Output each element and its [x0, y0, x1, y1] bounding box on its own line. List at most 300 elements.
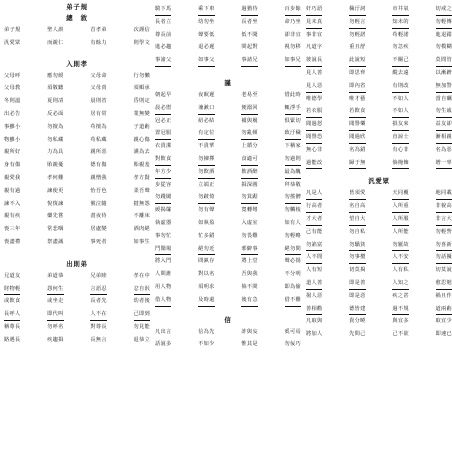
verse-phrase: 退恭立 — [133, 336, 150, 343]
verse-line — [4, 95, 150, 108]
verse-phrase: 與宜多 — [392, 318, 409, 325]
verse-phrase: 倘不問 — [241, 283, 258, 290]
verse-phrase: 最為醜 — [285, 166, 301, 179]
verse-phrase: 父母命 — [90, 72, 107, 79]
verse-line — [306, 3, 452, 16]
verse-phrase: 孝方賢 — [133, 174, 150, 181]
verse-line — [4, 295, 150, 308]
verse-phrase: 絕勿近 — [198, 243, 214, 256]
verse-phrase: 執虛器 — [155, 219, 172, 226]
verse-phrase: 諫使更 — [47, 187, 64, 194]
verse-phrase: 長呼人 — [4, 308, 20, 321]
verse-phrase: 即速已 — [435, 331, 452, 338]
verse-phrase: 孝何難 — [47, 174, 64, 181]
verse-phrase: 損友來 — [392, 118, 408, 131]
verse-phrase: 增一辜 — [436, 157, 452, 170]
verse-phrase: 對尊長 — [90, 323, 107, 330]
verse-line — [155, 166, 301, 179]
verse-phrase: 勿急疾 — [392, 44, 409, 51]
verse-line — [4, 82, 150, 95]
section-heading: 總 敘 — [66, 14, 88, 22]
verse-phrase: 即內省 — [349, 80, 365, 93]
verse-phrase: 聲必揚 — [284, 258, 301, 265]
verse-phrase: 身有傷 — [4, 162, 21, 169]
verse-line — [4, 236, 150, 249]
verse-phrase: 年方少 — [155, 166, 171, 179]
verse-phrase: 勿生戚 — [436, 105, 452, 118]
section — [306, 3, 452, 169]
verse-line — [306, 213, 452, 226]
verse-phrase: 詐與妄 — [241, 328, 258, 335]
column-1 — [4, 0, 150, 347]
verse-phrase: 輒淨手 — [285, 102, 301, 115]
verse-phrase: 出必告 — [4, 110, 21, 117]
verse-phrase: 父母責 — [90, 85, 107, 92]
verse-phrase: 見人善 — [306, 69, 323, 76]
verse-phrase: 邪僻事 — [241, 243, 257, 256]
verse-line — [306, 118, 452, 131]
verse-phrase: 如有人 — [284, 219, 301, 226]
verse-line — [306, 105, 452, 118]
verse-phrase: 路遇長 — [4, 336, 21, 343]
verse-phrase: 借不難 — [285, 294, 301, 307]
verse-phrase: 絕勿問 — [285, 243, 301, 256]
verse-phrase: 己有能 — [306, 228, 323, 235]
verse-phrase: 夜眠遲 — [198, 91, 215, 98]
verse-phrase: 道兩虧 — [436, 303, 452, 316]
verse-phrase: 過猶待 — [241, 3, 257, 16]
verse-line — [306, 290, 452, 303]
verse-line — [155, 115, 301, 128]
verse-phrase: 若飲食 — [349, 105, 365, 118]
verse-phrase: 常悲咽 — [47, 226, 64, 233]
verse-phrase: 須順承 — [133, 85, 150, 92]
verse-line — [306, 144, 452, 157]
verse-phrase: 祭盡誠 — [47, 238, 64, 245]
verse-phrase: 勿厭故 — [392, 239, 408, 252]
verse-phrase: 勿輕訾 — [435, 228, 452, 235]
verse-phrase: 將加人 — [306, 331, 323, 338]
verse-line — [4, 198, 150, 211]
verse-phrase: 或坐走 — [47, 298, 64, 305]
verse-phrase: 稱尊長 — [4, 323, 21, 330]
verse-line — [4, 185, 150, 198]
verse-phrase: 無加警 — [436, 80, 452, 93]
verse-phrase: 弟子規 — [4, 27, 21, 33]
verse-phrase: 悅復諫 — [47, 200, 64, 207]
verse-phrase: 皆須愛 — [349, 187, 365, 200]
section-heading: 入則孝 — [66, 59, 88, 68]
verse-phrase: 唯德學 — [306, 95, 323, 102]
verse-phrase: 百步餘 — [285, 3, 301, 16]
verse-phrase: 須明求 — [198, 283, 215, 290]
verse-phrase: 酒肉絕 — [133, 226, 150, 233]
verse-phrase: 聞過欣 — [349, 131, 365, 144]
verse-phrase: 親愛我 — [4, 174, 21, 181]
verse-line — [155, 41, 301, 54]
verse-line — [306, 264, 452, 277]
verse-phrase: 置冠服 — [155, 127, 171, 140]
verse-phrase: 倘掩飾 — [392, 157, 408, 170]
verse-phrase: 有餘力 — [90, 39, 107, 46]
verse-phrase: 事勿忙 — [155, 232, 172, 239]
verse-phrase: 禍且作 — [435, 292, 452, 299]
section — [155, 80, 301, 307]
verse-line — [155, 294, 301, 307]
verse-line — [155, 204, 301, 217]
verse-phrase: 事雖小 — [4, 123, 21, 130]
verse-phrase: 凡出言 — [155, 328, 172, 335]
verse-phrase: 穢汙詞 — [349, 3, 365, 16]
verse-phrase: 當自礪 — [435, 95, 452, 102]
verse-line — [155, 191, 301, 204]
verse-phrase: 便溺回 — [241, 102, 257, 115]
verse-phrase: 撻無怨 — [133, 200, 150, 207]
verse-phrase: 長者立 — [155, 18, 172, 25]
verse-phrase: 晨必盥 — [155, 102, 171, 115]
verse-phrase: 道人善 — [306, 277, 322, 290]
verse-phrase: 業無變 — [133, 110, 150, 117]
verse-phrase: 惟其是 — [241, 341, 258, 348]
verse-line — [306, 16, 452, 29]
verse-phrase: 非言大 — [436, 213, 452, 226]
verse-line — [306, 80, 452, 93]
verse-phrase: 勿諂富 — [306, 239, 322, 252]
verse-phrase: 勿輕略 — [284, 232, 301, 239]
verse-phrase: 勿輕傳 — [436, 16, 452, 29]
verse-phrase: 知未的 — [392, 16, 408, 29]
verse-phrase: 人不安 — [392, 251, 408, 264]
verse-phrase: 事諸兄 — [241, 54, 257, 67]
verse-line — [306, 29, 452, 42]
verse-phrase: 勿事攪 — [349, 251, 365, 264]
verse-line — [155, 127, 301, 140]
verse-phrase: 緩揭簾 — [155, 207, 172, 214]
section — [4, 15, 150, 50]
verse-phrase: 切戒之 — [436, 3, 452, 16]
verse-phrase: 勿驕貧 — [349, 239, 365, 252]
verse-phrase: 無心非 — [306, 146, 323, 153]
verse-line — [155, 54, 301, 67]
verse-phrase: 若衣服 — [306, 105, 322, 118]
verse-line — [155, 102, 301, 115]
verse-phrase: 吾與我 — [241, 271, 258, 278]
verse-phrase: 如事生 — [133, 238, 150, 245]
verse-phrase: 貽親憂 — [47, 162, 64, 169]
verse-phrase: 用人物 — [155, 283, 172, 290]
section-heading: 弟子規 — [66, 3, 88, 11]
verse-phrase: 勿踐閾 — [155, 191, 171, 204]
verse-phrase: 首孝弟 — [90, 27, 107, 33]
verse-phrase: 聲要低 — [198, 31, 215, 38]
verse-phrase: 取宜少 — [435, 318, 452, 325]
verse-phrase: 將入門 — [155, 258, 172, 265]
verse-phrase: 立端正 — [198, 181, 215, 188]
verse-phrase: 退必遲 — [198, 44, 215, 51]
verse-phrase: 親有疾 — [4, 213, 21, 220]
section — [306, 178, 452, 341]
verse-line — [155, 3, 301, 16]
verse-phrase: 即是惡 — [349, 292, 366, 299]
verse-phrase: 勿有聲 — [198, 207, 215, 214]
verse-phrase: 凡道字 — [306, 44, 323, 51]
verse-line — [306, 187, 452, 200]
verse-phrase: 衣貴潔 — [155, 143, 172, 150]
verse-phrase: 勿跛倚 — [198, 191, 214, 204]
verse-line — [155, 255, 301, 268]
verse-phrase: 人所能 — [392, 228, 409, 235]
verse-phrase: 勿搖髀 — [285, 191, 301, 204]
verse-phrase: 進必趨 — [155, 44, 172, 51]
verse-line — [155, 230, 301, 243]
verse-phrase: 父母呼 — [4, 72, 21, 79]
verse-phrase: 問起對 — [241, 44, 258, 51]
verse-line — [155, 16, 301, 29]
verse-phrase: 問孰存 — [198, 258, 215, 265]
verse-line — [4, 70, 150, 83]
verse-line — [306, 239, 452, 252]
verse-phrase: 朝起早 — [155, 91, 172, 98]
verse-phrase: 切莫說 — [435, 267, 452, 274]
verse-phrase: 人不閒 — [306, 251, 322, 264]
verse-phrase: 謹為去 — [133, 149, 150, 156]
verse-line — [155, 140, 301, 153]
verse-phrase: 勿畏難 — [241, 232, 258, 239]
verse-phrase: 或飲食 — [4, 298, 21, 305]
verse-phrase: 鬥鬧場 — [155, 243, 171, 256]
verse-phrase: 冠必正 — [155, 117, 172, 124]
verse-line — [4, 24, 150, 37]
verse-phrase: 聞譽恐 — [306, 131, 322, 144]
verse-line — [306, 226, 452, 239]
verse-phrase: 親所好 — [4, 149, 21, 156]
section-heading: 汎愛眾 — [368, 177, 390, 186]
verse-phrase: 即思齊 — [349, 69, 366, 76]
verse-phrase: 諫不入 — [4, 200, 21, 207]
verse-line — [306, 328, 452, 341]
verse-line — [4, 159, 150, 172]
verse-phrase: 弟道恭 — [47, 272, 64, 279]
section — [4, 4, 150, 11]
verse-phrase: 勿輕言 — [349, 16, 365, 29]
verse-phrase: 即代叫 — [47, 308, 63, 321]
verse-phrase: 苟擅為 — [90, 123, 107, 130]
verse-phrase: 才大者 — [306, 213, 322, 226]
verse-phrase: 應勿緩 — [47, 72, 64, 79]
verse-phrase: 揖深圓 — [241, 181, 258, 188]
verse-phrase: 名為錯 — [349, 146, 366, 153]
verse-phrase: 勿喜新 — [436, 239, 452, 252]
verse-phrase: 居處變 — [90, 226, 107, 233]
verse-line — [306, 200, 452, 213]
verse-phrase: 居有常 — [90, 110, 107, 117]
verse-phrase: 尊長前 — [155, 31, 172, 38]
verse-phrase: 凡取與 — [306, 318, 323, 325]
verse-line — [4, 121, 150, 134]
verse-phrase: 對以名 — [198, 271, 215, 278]
verse-phrase: 人有短 — [306, 267, 323, 274]
verse-phrase: 幼勿坐 — [198, 18, 215, 25]
verse-line — [4, 37, 150, 50]
verse-phrase: 苟私藏 — [90, 136, 107, 143]
verse-line — [306, 277, 452, 290]
verse-line — [306, 131, 452, 144]
verse-phrase: 行勿懶 — [133, 72, 150, 79]
verse-phrase: 物雖小 — [4, 136, 21, 143]
verse-phrase: 莫閒管 — [436, 54, 452, 67]
verse-line — [155, 281, 301, 294]
verse-phrase: 勿模糊 — [435, 44, 452, 51]
verse-line — [4, 321, 150, 334]
verse-phrase: 喪盡禮 — [4, 238, 21, 245]
verse-phrase: 拜恭敬 — [284, 181, 301, 188]
verse-phrase: 須敬聽 — [47, 85, 64, 92]
verse-line — [155, 29, 301, 42]
verse-phrase: 唯才藝 — [349, 95, 366, 102]
verse-phrase: 切莫揭 — [349, 267, 366, 274]
verse-phrase: 有心非 — [392, 146, 409, 153]
verse-phrase: 市井氣 — [392, 3, 408, 16]
verse-phrase: 視勿移 — [284, 44, 301, 51]
verse-phrase: 兄道友 — [4, 272, 21, 279]
verse-phrase: 奚可焉 — [284, 328, 301, 335]
verse-line — [4, 172, 150, 185]
verse-phrase: 見人惡 — [306, 80, 322, 93]
verse-phrase: 人所重 — [392, 200, 408, 213]
verse-phrase: 人不在 — [90, 308, 106, 321]
verse-phrase: 怡吾色 — [90, 187, 107, 194]
verse-phrase: 有則改 — [392, 80, 408, 93]
verse-phrase: 晝夜侍 — [90, 213, 107, 220]
verse-phrase: 親所惡 — [90, 149, 107, 156]
verse-phrase: 勿飲酒 — [198, 166, 214, 179]
verse-line — [4, 223, 150, 236]
verse-phrase: 晨則省 — [90, 98, 107, 105]
section — [4, 261, 150, 347]
verse-phrase: 如執盈 — [198, 219, 215, 226]
verse-phrase: 親心傷 — [133, 136, 150, 143]
verse-phrase: 親憎我 — [90, 174, 107, 181]
verse-phrase: 己不欲 — [392, 331, 409, 338]
verse-phrase: 怨何生 — [47, 283, 63, 296]
verse-phrase: 揚人惡 — [306, 292, 323, 299]
verse-phrase: 及時還 — [198, 294, 214, 307]
verse-phrase: 喪三年 — [4, 226, 21, 233]
verse-phrase: 縱去遠 — [392, 69, 409, 76]
verse-phrase: 貽親羞 — [133, 162, 150, 169]
verse-phrase: 幼者後 — [133, 298, 150, 305]
verse-phrase: 人知之 — [392, 277, 408, 290]
verse-phrase: 冬則溫 — [4, 98, 21, 105]
verse-phrase: 勿自私 — [349, 228, 366, 235]
verse-phrase: 己即到 — [134, 308, 150, 321]
verse-line — [306, 251, 452, 264]
verse-phrase: 過能改 — [306, 157, 322, 170]
verse-phrase: 寬轉彎 — [241, 207, 258, 214]
verse-phrase: 勿見能 — [133, 323, 150, 330]
verse-phrase: 後有急 — [241, 294, 257, 307]
verse-phrase: 紐必結 — [198, 117, 215, 124]
verse-phrase: 善相勸 — [306, 303, 322, 316]
verse-phrase: 襪與履 — [241, 117, 258, 124]
verse-phrase: 勿佞巧 — [284, 341, 301, 348]
section — [4, 61, 150, 249]
verse-phrase: 惜此時 — [284, 91, 301, 98]
verse-phrase: 重且舒 — [349, 44, 366, 51]
verse-phrase: 低不聞 — [241, 31, 258, 38]
verse-phrase: 聖人訓 — [47, 27, 64, 33]
verse-phrase: 乘下車 — [198, 3, 214, 16]
verse-phrase: 兼漱口 — [198, 102, 214, 115]
verse-phrase: 有定位 — [198, 127, 214, 140]
verse-phrase: 此說短 — [349, 54, 365, 67]
verse-phrase: 以漸躋 — [435, 69, 452, 76]
verse-phrase: 財物輕 — [4, 283, 20, 296]
verse-phrase: 德皆建 — [349, 303, 365, 316]
verse-line — [306, 93, 452, 106]
verse-phrase: 奸巧語 — [306, 3, 322, 16]
verse-phrase: 藥先嘗 — [47, 213, 64, 220]
verse-line — [306, 315, 452, 328]
section-heading: 信 — [224, 315, 232, 324]
verse-line — [155, 89, 301, 102]
verse-phrase: 不貴華 — [198, 143, 215, 150]
verse-phrase: 反必面 — [47, 110, 64, 117]
verse-line — [4, 134, 150, 147]
verse-phrase: 致汙穢 — [285, 127, 301, 140]
verse-phrase: 德有傷 — [90, 162, 107, 169]
verse-phrase: 凡是人 — [306, 187, 322, 200]
verse-line — [155, 268, 301, 281]
verse-phrase: 入虛室 — [241, 219, 258, 226]
verse-phrase: 信為先 — [198, 328, 215, 335]
verse-phrase: 勿呼名 — [47, 323, 64, 330]
verse-phrase: 直諒士 — [392, 131, 408, 144]
verse-phrase: 勿擅為 — [47, 123, 64, 130]
verse-phrase: 不如人 — [392, 95, 409, 102]
verse-phrase: 名自高 — [349, 200, 365, 213]
verse-phrase: 行高者 — [306, 200, 322, 213]
verse-phrase: 忿自泯 — [134, 283, 150, 296]
verse-line — [4, 210, 150, 223]
verse-phrase: 即是善 — [349, 277, 365, 290]
verse-phrase: 將上堂 — [241, 258, 258, 265]
verse-phrase: 不如少 — [198, 341, 215, 348]
verse-phrase: 騎下馬 — [155, 3, 171, 16]
verse-phrase: 貴分曉 — [349, 318, 366, 325]
verse-phrase: 食適可 — [241, 153, 257, 166]
verse-phrase: 聞過怒 — [306, 118, 322, 131]
verse-phrase: 勿箕踞 — [241, 191, 257, 204]
verse-phrase: 事非宜 — [306, 31, 323, 38]
verse-line — [306, 157, 452, 170]
verse-phrase: 飲酒醉 — [241, 166, 257, 179]
verse-phrase: 父母教 — [4, 85, 21, 92]
section — [155, 317, 301, 352]
verse-phrase: 非貌高 — [436, 200, 452, 213]
verse-phrase: 勿觸棱 — [284, 207, 301, 214]
verse-phrase: 長者先 — [90, 298, 107, 305]
verse-line — [155, 326, 301, 339]
verse-phrase: 昏則定 — [133, 98, 150, 105]
verse-phrase: 望自大 — [349, 213, 365, 226]
verse-phrase: 勿私藏 — [47, 136, 64, 143]
verse-phrase: 勿揀擇 — [198, 153, 214, 166]
verse-phrase: 勿亂頓 — [241, 127, 257, 140]
verse-phrase: 步從容 — [155, 181, 172, 188]
section — [155, 3, 301, 67]
verse-line — [4, 308, 150, 321]
